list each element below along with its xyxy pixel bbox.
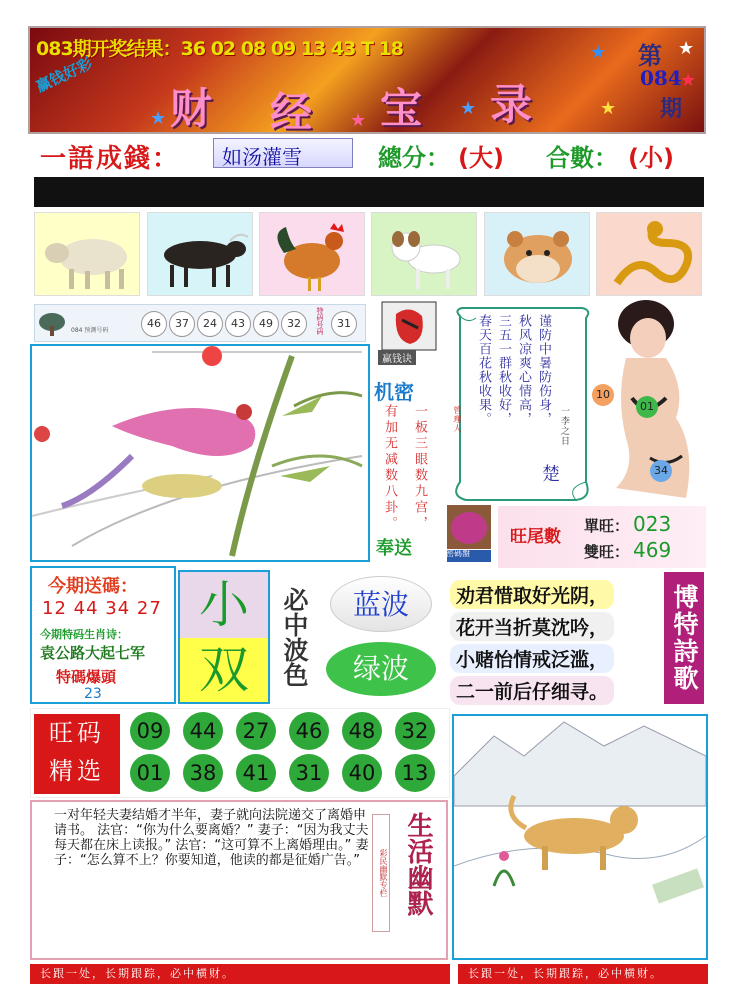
poem-seal: 管理人 — [453, 406, 462, 433]
ox-icon — [148, 213, 253, 296]
wangma-ball: 32 — [395, 712, 435, 750]
star-icon: ★ — [460, 98, 477, 119]
zodiac-dog — [371, 212, 477, 296]
sum-label: 合數： — [546, 144, 618, 172]
tail-double-value: 469 — [633, 538, 672, 562]
send-bao-label: 特碼爆頭 — [56, 668, 117, 686]
poem-signature: 楚 — [542, 464, 560, 485]
secret-box — [372, 376, 442, 562]
secret-title: 机密 — [374, 380, 414, 404]
poem-col-2: 秋风凉爽心情高， — [516, 314, 531, 426]
result-line: 083期开奖结果：36 02 08 09 13 43 T 18 — [36, 38, 404, 60]
joke-title — [396, 812, 440, 916]
poem-line: 小赌怡情戒泛滥， — [450, 644, 614, 673]
footer-left: 长跟一处，长期跟踪，必中横财。 — [30, 964, 450, 984]
strip-number: 43 — [225, 311, 251, 337]
sum-value: (小) — [628, 144, 674, 172]
zodiac-rooster — [259, 212, 365, 296]
leopard-landscape-illustration — [454, 716, 706, 958]
secret-bottom: 奉送 — [376, 538, 412, 559]
wangma-ball: 27 — [236, 712, 276, 750]
tail-number-box — [498, 506, 706, 568]
prediction-number-strip — [34, 304, 366, 342]
send-code-box — [30, 566, 176, 704]
title-char-2: 经 — [270, 88, 313, 134]
tail-double-label: 雙旺： — [584, 543, 630, 561]
strip-number: 49 — [253, 311, 279, 337]
issue-qi: 期 — [660, 96, 683, 122]
hamster-icon — [485, 213, 590, 296]
wave-box — [316, 570, 446, 704]
star-icon: ★ — [680, 70, 697, 91]
zodiac-sheep — [34, 212, 140, 296]
black-bar — [34, 177, 704, 207]
issue-number: 084 — [640, 66, 682, 90]
poem-side-title: 博特詩歌 — [664, 572, 704, 704]
side-ribbon: 赢钱好彩 — [33, 54, 96, 96]
poem-line: 劝君惜取好光阴， — [450, 580, 614, 609]
joke-panel — [30, 800, 448, 960]
slogan-bar — [28, 136, 706, 172]
strip-number: 24 — [197, 311, 223, 337]
poem-small-col: 一李之日 — [559, 406, 569, 446]
poem-col-1: 谨防中暑防伤身， — [536, 314, 551, 426]
zodiac-dragon — [596, 212, 702, 296]
send-title: 今期送碼： — [48, 576, 138, 597]
zodiac-ox — [147, 212, 253, 296]
poem-lines-box — [450, 572, 664, 704]
poem-col-3: 三五一群秋收好， — [496, 314, 511, 426]
poem-col-4: 春天百花秋收果。 — [476, 314, 491, 426]
star-icon: ★ — [350, 110, 367, 131]
wangma-ball: 09 — [130, 712, 170, 750]
model-ball: 34 — [650, 460, 672, 482]
send-bao-number: 23 — [84, 686, 102, 702]
wave-blue: 蓝波 — [330, 576, 432, 632]
strip-number: 32 — [281, 311, 307, 337]
slogan-label: 一語成錢： — [40, 144, 181, 174]
wallet-caption: 赢钱诀 — [378, 350, 416, 365]
sheep-icon — [35, 213, 140, 296]
send-numbers: 12 44 34 27 — [42, 598, 162, 619]
landscape-panel — [452, 714, 708, 960]
wangma-label — [34, 714, 120, 794]
tail-label: 旺尾數 — [510, 527, 561, 547]
strip-number: 46 — [141, 311, 167, 337]
wangma-ball: 01 — [130, 754, 170, 792]
strip-side-label: 特码号码 — [316, 307, 324, 335]
wangma-ball: 46 — [289, 712, 329, 750]
pan-caption: 密碼盤 — [446, 549, 470, 558]
tail-double-row — [584, 538, 671, 562]
zodiac-hamster — [484, 212, 590, 296]
strip-label: 084 预测号码 — [71, 327, 109, 334]
joke-tag: 彩民幽默专栏 — [372, 814, 390, 932]
wangma-ball: 41 — [236, 754, 276, 792]
strip-special-number: 31 — [331, 311, 357, 337]
footer-right: 长跟一处，长期跟踪，必中横财。 — [458, 964, 708, 984]
header-banner — [28, 26, 706, 134]
title-char-4: 录 — [490, 80, 533, 129]
wangma-ball: 38 — [183, 754, 223, 792]
size-parity-box — [178, 570, 270, 704]
send-poem-line: 袁公路大起七军 — [40, 644, 146, 662]
poem-line: 二一前后仔细寻。 — [450, 676, 614, 705]
total-value: (大) — [458, 144, 504, 172]
dragon-icon — [597, 213, 702, 296]
poem-scroll — [446, 306, 598, 504]
issue-di: 第 — [638, 41, 662, 70]
bird-bamboo-illustration — [32, 346, 368, 560]
issue-box — [620, 36, 700, 128]
model-ball: 01 — [636, 396, 658, 418]
tail-single-row — [584, 512, 671, 536]
dog-icon — [372, 213, 477, 296]
model-figure — [596, 298, 708, 504]
star-icon: ★ — [590, 42, 607, 63]
tail-single-label: 單旺： — [584, 517, 630, 535]
title-char-1: 财 — [170, 84, 213, 133]
send-poem-label: 今期特码生肖诗： — [40, 628, 128, 641]
tail-single-value: 023 — [633, 512, 672, 536]
rooster-icon — [260, 213, 365, 296]
tree-icon — [37, 308, 67, 338]
wangma-ball: 13 — [395, 754, 435, 792]
parity-value: 双 — [180, 638, 268, 702]
title-char-3: 宝 — [380, 84, 423, 133]
joke-text: 一对年轻夫妻结婚才半年，妻子就向法院递交了离婚申请书。 法官：“你为什么要离婚？” 妻子：“因为我丈夫每天都在床上读报。” 法官：“这可算不上离婚理由。” 妻子：“怎么算不上？你要知道，他读的都是征婚广告。” — [54, 808, 369, 868]
secret-col-left: 有加无减数八卦。 — [382, 404, 397, 532]
poem-line: 花开当折莫沈吟， — [450, 612, 614, 641]
size-value: 小 — [199, 576, 249, 634]
total-label: 總分： — [378, 144, 450, 172]
slogan-value-box — [213, 138, 353, 168]
bird-illustration-panel — [30, 344, 370, 562]
wangma-ball: 48 — [342, 712, 382, 750]
model-ball: 10 — [592, 384, 614, 406]
wangma-ball: 40 — [342, 754, 382, 792]
wave-green: 绿波 — [326, 642, 436, 696]
joke-title-text: 生活幽默 — [403, 812, 433, 916]
wangma-label-bottom: 精选 — [49, 757, 105, 785]
star-icon: ★ — [600, 98, 617, 119]
star-icon: ★ — [150, 108, 167, 129]
secret-col-right: 一板三眼数九宫， — [412, 404, 427, 532]
strip-number: 37 — [169, 311, 195, 337]
wangma-label-top: 旺码 — [49, 719, 105, 747]
wangma-ball: 44 — [183, 712, 223, 750]
slogan-value: 如汤灌雪 — [222, 145, 302, 169]
star-icon: ★ — [678, 38, 695, 59]
wangma-ball: 31 — [289, 754, 329, 792]
wave-label: 必中波色 — [280, 587, 309, 687]
